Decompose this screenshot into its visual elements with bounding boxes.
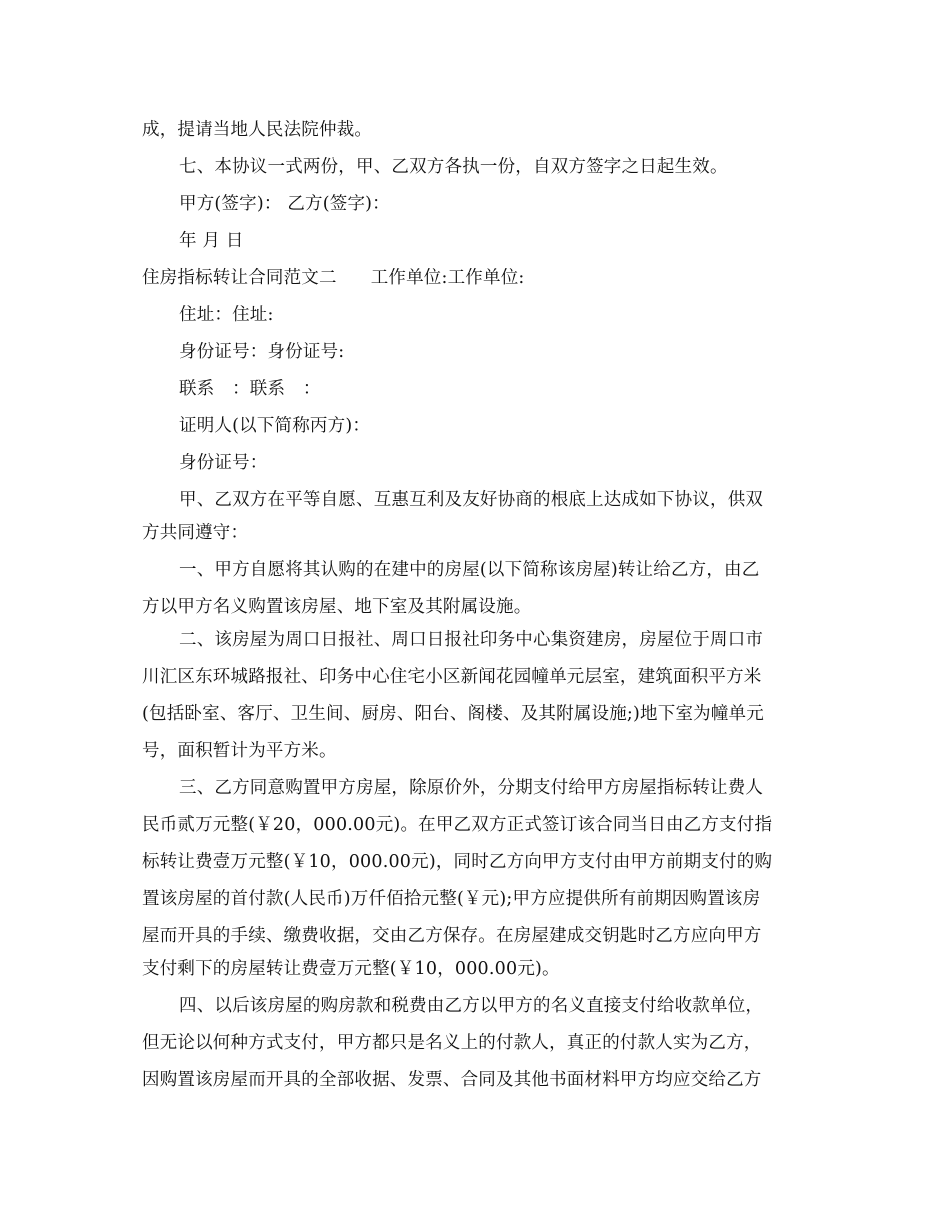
text-line: 二、该房屋为周口日报社、周口日报社印务中心集资建房，房屋位于周口市 xyxy=(179,630,764,650)
text-line: 证明人(以下简称丙方)： xyxy=(179,416,371,436)
text-line: 成，提请当地人民法院仲裁。 xyxy=(142,120,373,140)
text-line: 方以甲方名义购置该房屋、地下室及其附属设施。 xyxy=(142,597,532,617)
text-line: 住址：住址: xyxy=(179,305,274,325)
text-line: 一、甲方自愿将其认购的在建中的房屋(以下简称该房屋)转让给乙方，由乙 xyxy=(179,560,760,580)
text-line: 屋而开具的手续、缴费收据，交由乙方保存。在房屋建成交钥匙时乙方应向甲方 xyxy=(142,926,762,946)
text-line: 七、本协议一式两份，甲、乙双方各执一份，自双方签字之日起生效。 xyxy=(179,157,728,177)
text-line: 因购置该房屋而开具的全部收据、发票、合同及其他书面材料甲方均应交给乙方 xyxy=(142,1070,762,1090)
text-line: 三、乙方同意购置甲方房屋，除原价外，分期支付给甲方房屋指标转让费人 xyxy=(179,778,764,798)
text-line: 置该房屋的首付款(人民币)万仟佰拾元整(￥元);甲方应提供所有前期因购置该房 xyxy=(142,889,761,909)
text-line: 标转让费壹万元整(￥10，000.00元)，同时乙方向甲方支付由甲方前期支付的购 xyxy=(142,852,773,872)
section-heading-line xyxy=(142,266,525,290)
text-line: 甲方(签字)： 乙方(签字)： xyxy=(179,194,390,214)
text-line: 民币贰万元整(￥20，000.00元)。在甲乙双方正式签订该合同当日由乙方支付指 xyxy=(142,815,773,835)
text-line: 身份证号： xyxy=(179,453,268,473)
text-line: 方共同遵守： xyxy=(142,523,249,543)
text-line: (包括卧室、客厅、卫生间、厨房、阳台、阁楼、及其附属设施;)地下室为幢单元 xyxy=(142,704,764,724)
text-segment: 工作单位:工作单位: xyxy=(370,268,525,288)
text-line: 支付剩下的房屋转让费壹万元整(￥10，000.00元)。 xyxy=(142,959,560,979)
text-line: 身份证号：身份证号: xyxy=(179,342,345,362)
text-line: 年 月 日 xyxy=(179,231,244,251)
text-line: 四、以后该房屋的购房款和税费由乙方以甲方的名义直接支付给收款单位， xyxy=(179,996,764,1016)
section-title: 住房指标转让合同范文二 xyxy=(142,268,337,288)
text-line: 川汇区东环城路报社、印务中心住宅小区新闻花园幢单元层室，建筑面积平方米 xyxy=(142,667,762,687)
text-line: 甲、乙双方在平等自愿、互惠互利及友好协商的根底上达成如下协议，供双 xyxy=(179,490,764,510)
text-line: 但无论以何种方式支付，甲方都只是名义上的付款人，真正的付款人实为乙方， xyxy=(142,1033,762,1053)
text-line: 联系 ：联系 ： xyxy=(179,379,321,399)
text-line: 号，面积暂计为平方米。 xyxy=(142,741,337,761)
